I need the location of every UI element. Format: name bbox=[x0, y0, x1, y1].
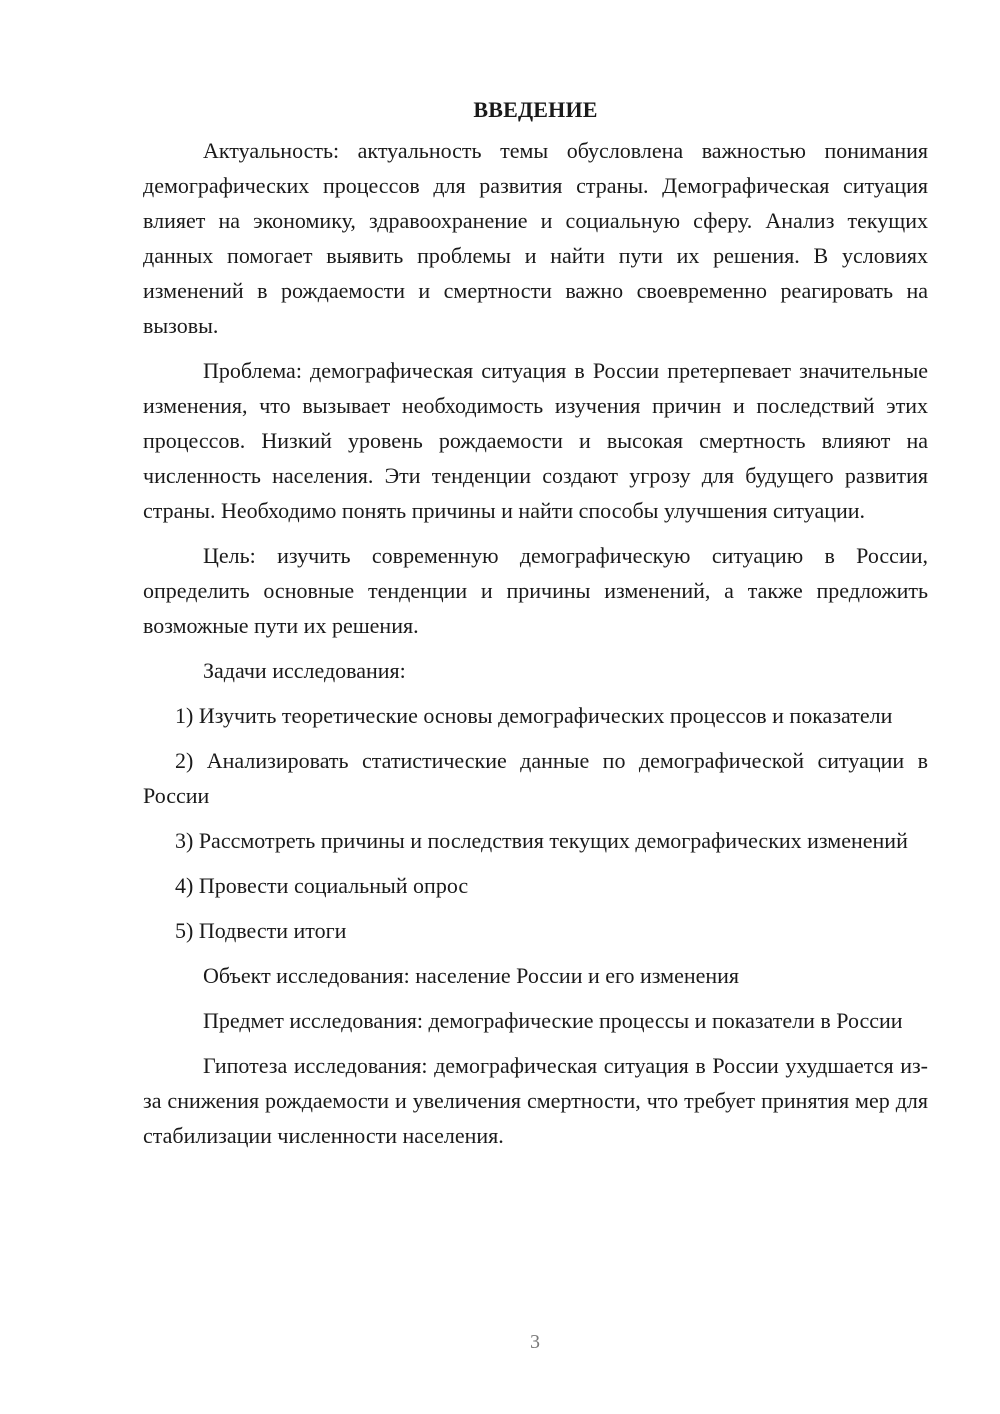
task-item-1: 1) Изучить теоретические основы демографических процессов и показатели bbox=[175, 703, 893, 728]
research-subject: Предмет исследования: демографические процессы и показатели в России bbox=[203, 1008, 903, 1033]
relevance-paragraph: Актуальность: актуальность темы обусловлена важностью понимания демографических процессов для развития страны. Демографическая ситуация влияет на экономику, здравоохранение и социальную сферу. Анализ текущих данных помогает выявить проблемы и найти пути их решения. В условиях изменений в рождаемости и смертности важно своевременно реагировать на вызовы. bbox=[143, 138, 928, 338]
research-object: Объект исследования: население России и его изменения bbox=[203, 963, 740, 988]
tasks-intro: Задачи исследования: bbox=[203, 658, 406, 683]
task-item-2: 2) Анализировать статистические данные по демографической ситуации в России bbox=[143, 748, 928, 808]
page-number: 3 bbox=[530, 1331, 540, 1353]
goal-paragraph: Цель: изучить современную демографическую ситуацию в России, определить основные тенденции и причины изменений, а также предложить возможные пути их решения. bbox=[143, 543, 928, 638]
problem-paragraph: Проблема: демографическая ситуация в России претерпевает значительные изменения, что вызывает необходимость изучения причин и последствий этих процессов. Низкий уровень рождаемости и высокая смертность влияют на численность населения. Эти тенденции создают угрозу для будущего развития страны. Необходимо понять причины и найти способы улучшения ситуации. bbox=[143, 358, 928, 523]
task-item-5: 5) Подвести итоги bbox=[175, 918, 347, 943]
document-page bbox=[143, 92, 928, 1163]
task-item-4: 4) Провести социальный опрос bbox=[175, 873, 469, 898]
research-hypothesis: Гипотеза исследования: демографическая ситуация в России ухудшается из-за снижения рождаемости и увеличения смертности, что требует принятия мер для стабилизации численности населения. bbox=[143, 1053, 928, 1148]
task-item-3: 3) Рассмотреть причины и последствия текущих демографических изменений bbox=[175, 828, 908, 853]
section-heading: ВВЕДЕНИЕ bbox=[473, 97, 598, 122]
